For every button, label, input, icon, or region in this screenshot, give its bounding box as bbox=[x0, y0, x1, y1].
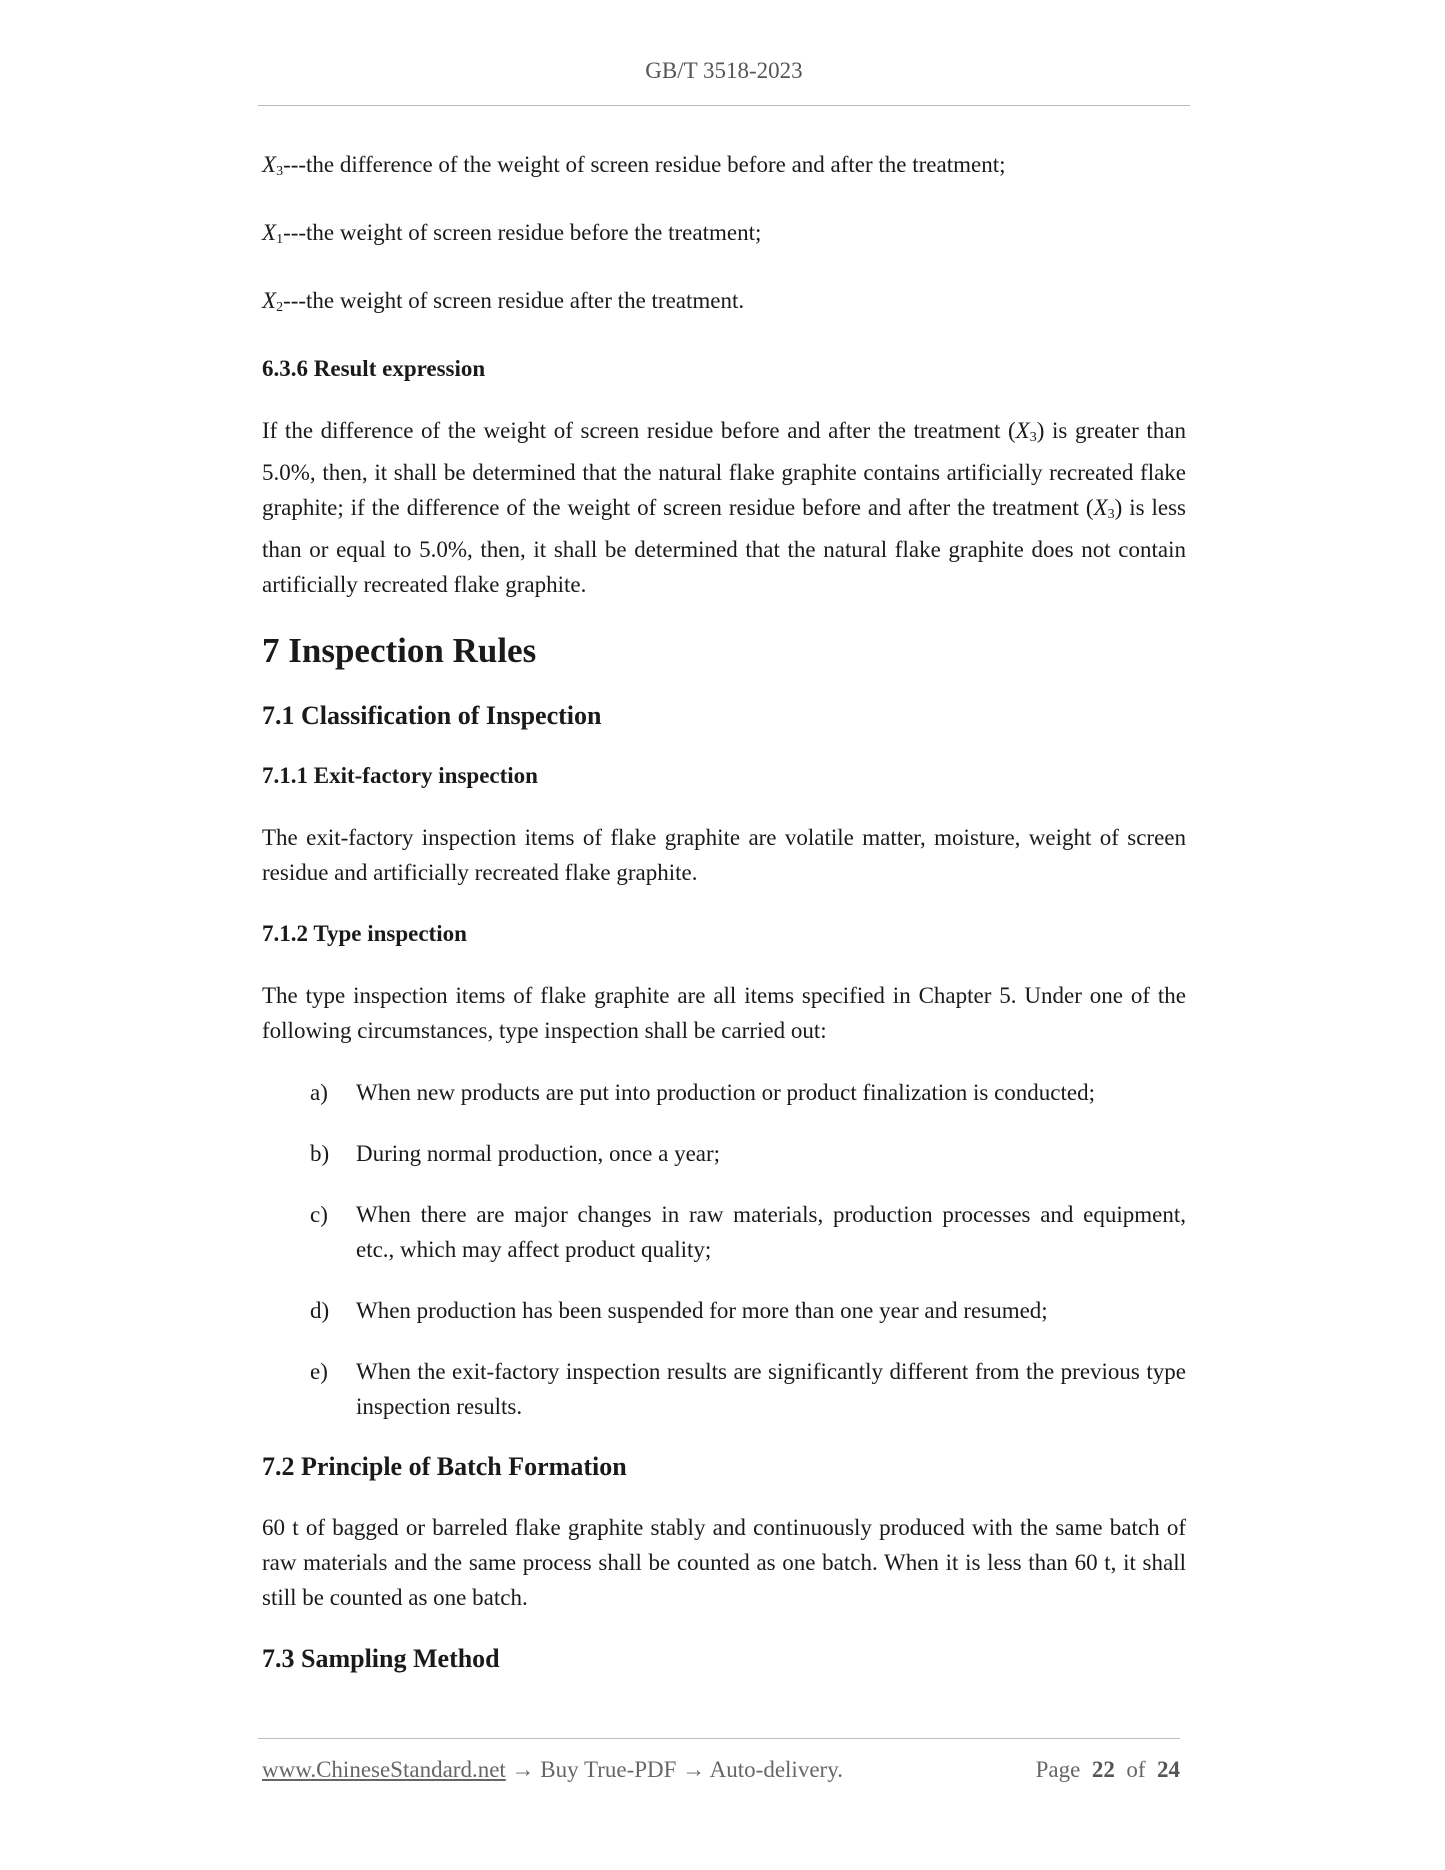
definition-x2 bbox=[262, 284, 1186, 325]
list-item-text: When new products are put into production or product finalization is conducted; bbox=[356, 1080, 1095, 1105]
heading-7: 7 Inspection Rules bbox=[262, 631, 537, 670]
list-item-text: During normal production, once a year; bbox=[356, 1141, 721, 1166]
arrow-icon: → bbox=[676, 1757, 710, 1782]
variable-symbol: $X_2$ bbox=[262, 288, 284, 315]
list-item bbox=[262, 1075, 1186, 1110]
heading-7-1-2: 7.1.2 Type inspection bbox=[262, 921, 467, 946]
variable-symbol: $X_3$ bbox=[1093, 495, 1115, 522]
paragraph-result-expression: If the difference of the weight of screen residue before and after the treatment $(X_3)$ is greater than 5.0%, then, it shall be determined that the natural flake graphite contains artificially recreated flake graphite; if the difference of the weight of screen residue before and after the treatment $(X_3)$ is less than or equal to 5.0%, then, it shall be determined that the natural flake graphite does not contain artificially recreated flake graphite. bbox=[262, 418, 1186, 597]
current-page: 22 bbox=[1091, 1757, 1115, 1782]
page-footer bbox=[262, 1757, 1180, 1783]
definition-x3 bbox=[262, 148, 1186, 189]
definition-text: ---the weight of screen residue before the treatment; bbox=[283, 220, 762, 245]
list-item bbox=[262, 1354, 1186, 1424]
list-marker: b) bbox=[310, 1141, 330, 1166]
list-marker: e) bbox=[310, 1359, 328, 1384]
header-divider bbox=[258, 105, 1190, 106]
site-link[interactable]: www.ChineseStandard.net bbox=[262, 1757, 506, 1782]
heading-7-1-1: 7.1.1 Exit-factory inspection bbox=[262, 763, 538, 788]
list-marker: d) bbox=[310, 1298, 330, 1323]
total-pages: 24 bbox=[1157, 1757, 1180, 1782]
paragraph-batch-formation: 60 t of bagged or barreled flake graphite stably and continuously produced with the same batch of raw materials and the same process shall be counted as one batch. When it is less than 60 t, it shall still be counted as one batch. bbox=[262, 1515, 1186, 1610]
list-marker: c) bbox=[310, 1202, 328, 1227]
list-marker: a) bbox=[310, 1080, 328, 1105]
buy-pdf-text: Buy True-PDF bbox=[540, 1757, 677, 1782]
heading-6-3-6: 6.3.6 Result expression bbox=[262, 356, 486, 381]
type-inspection-list bbox=[262, 1075, 1186, 1424]
list-item-text: When there are major changes in raw materials, production processes and equipment, etc., which may affect product quality; bbox=[356, 1202, 1186, 1262]
paragraph-exit-factory: The exit-factory inspection items of flake graphite are volatile matter, moisture, weight of screen residue and artificially recreated flake graphite. bbox=[262, 825, 1186, 885]
page-header: GB/T 3518-2023 bbox=[645, 58, 803, 83]
list-item bbox=[262, 1197, 1186, 1267]
list-item-text: When production has been suspended for more than one year and resumed; bbox=[356, 1298, 1048, 1323]
definition-text: ---the weight of screen residue after the treatment. bbox=[283, 288, 745, 313]
heading-7-1: 7.1 Classification of Inspection bbox=[262, 701, 602, 730]
list-item-text: When the exit-factory inspection results are significantly different from the previous type inspection results. bbox=[356, 1359, 1186, 1419]
footer-divider bbox=[258, 1738, 1180, 1739]
variable-symbol: $X_3$ bbox=[1015, 418, 1037, 445]
arrow-icon: → bbox=[505, 1757, 541, 1782]
variable-symbol: $X_1$ bbox=[262, 220, 284, 247]
definition-text: ---the difference of the weight of screen residue before and after the treatment; bbox=[283, 152, 1006, 177]
heading-7-2: 7.2 Principle of Batch Formation bbox=[262, 1452, 627, 1481]
list-item bbox=[262, 1136, 1186, 1171]
variable-symbol: $X_3$ bbox=[262, 152, 284, 179]
list-item bbox=[262, 1293, 1186, 1328]
paragraph-type-inspection: The type inspection items of flake graphite are all items specified in Chapter 5. Under one of the following circumstances, type inspection shall be carried out: bbox=[262, 983, 1186, 1043]
auto-delivery-text: Auto-delivery. bbox=[709, 1757, 843, 1782]
page-number: Page 22 of 24 bbox=[1035, 1757, 1180, 1782]
document-body bbox=[262, 148, 1186, 1702]
definition-x1 bbox=[262, 216, 1186, 257]
heading-7-3: 7.3 Sampling Method bbox=[262, 1644, 500, 1673]
